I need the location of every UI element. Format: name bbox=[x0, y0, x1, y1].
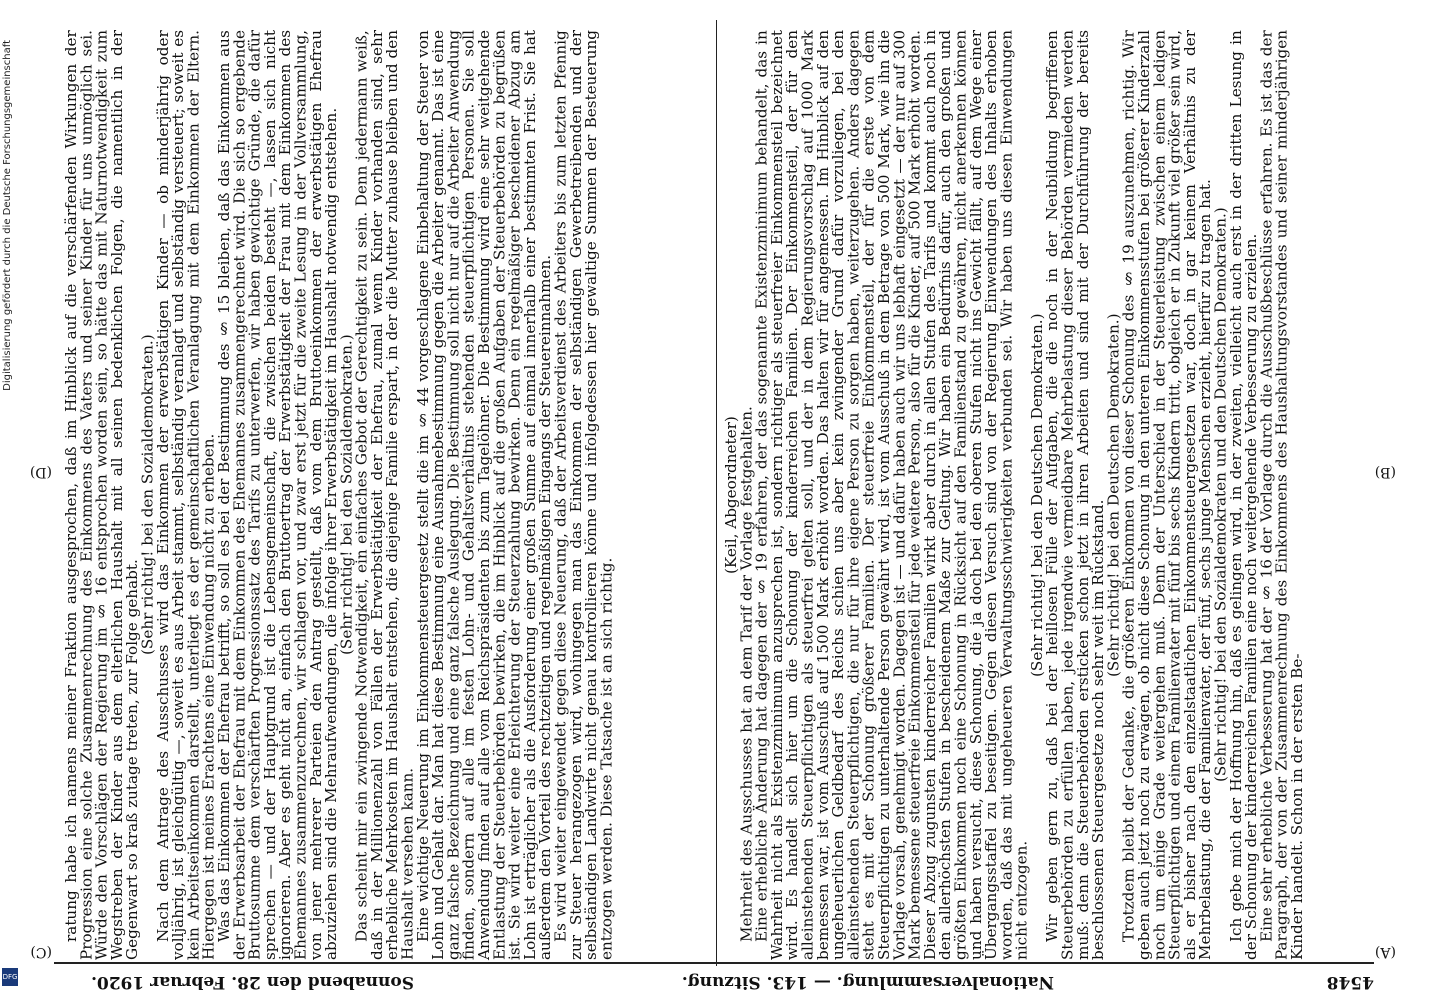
credit-text: Digitalisierung gefördert durch die Deutsche Forschungsgemeinschaft bbox=[2, 40, 13, 391]
paragraph: ratung habe ich namens meiner Fraktion ausgesprochen, daß im Hinblick auf die verschärfenden Wirkungen der Progression eine solche Zusammenrechnung des Einkommens des Vaters und seiner Kinder für uns unmöglich sei. Würde den Vorschlägen der Regierung im § 16 entsprochen worden sein, so hätte das mit Naturnotwendigkeit zum Wegstreben der Kinder aus dem elterlichen Haushalt mit all seinen bedenklichen Folgen, die namentlich in der Gegenwart so kraß zutage treten, zur Folge gehabt. bbox=[62, 30, 142, 960]
paragraph: (Sehr richtig! bei den Sozialdemokraten.) bbox=[138, 334, 157, 656]
right-column-text bbox=[64, 30, 704, 960]
paragraph: (Sehr richtig! bei den Deutschen Demokraten.) bbox=[1027, 313, 1046, 677]
margin-mark-b: (B) bbox=[1374, 464, 1396, 480]
paragraph: Das scheint mir ein zwingende Notwendigkeit, ein einfaches Gebot der Gerechtigkeit zu sein. Denn jedermann weiß, daß in der Millionenzahl von Fällen der Erwerbstätigkeit der Ehefrau, zumal wenn Kinder vorhanden sind, sehr erhebliche Mehrkosten im Haushalt entstehen, die diejenige Familie erspart, in der die Mutter zuhause bleiben und den Haushalt versehen kann. bbox=[352, 30, 417, 960]
paragraph: Es wird weiter eingewendet gegen diese Neuerung, daß der Arbeitsverdienst des Arbeiters bis zum letzten Pfennig zur Steuer herangezogen wird, wohingegen man das Einkommen der selbständigen Gewerbetreibenden und der selbständigen Landwirte nicht genau kontrollieren könne und infolgedessen hier gewaltige Summen der Besteuerung entzogen werden. Diese Tatsache ist an sich richtig. bbox=[551, 30, 616, 960]
left-column-text bbox=[724, 30, 1364, 960]
paragraph: Trotzdem bleibt der Gedanke, die größeren Einkommen von dieser Schonung des § 19 auszunehmen, richtig. Wir geben auch jetzt noch zu erwägen, ob nicht diese Schonung in den unteren Einkommensstufen bei größerer Kinderzahl noch um einige Grade weitergehen muß. Denn der Unterschied in der Steuerleistung zwischen einem ledigen Steuerpflichtigen und einem Familienvater mit fünf bis sechs Kindern tritt, obgleich er in Zukunft viel größer sein wird, als er bisher nach den einzelstaatlichen Einkommensteuergesetzen war, doch in gar keinem Verhältnis zu der Mehrbelastung, die der Familienvater, der fünf, sechs junge Menschen erzieht, hierfür zu tragen hat. bbox=[1119, 30, 1215, 960]
margin-mark-a: (A) bbox=[1374, 944, 1396, 960]
paragraph: Eine sehr erhebliche Verbesserung hat der § 16 der Vorlage durch die Ausschußbeschlüsse erfahren. Es ist das der Paragraph, der von der Zusammenrechnung des Einkommens des Haushaltungsvorstandes und seiner minderjährigen Kinder handelt. Schon in der ersten Be- bbox=[1257, 30, 1306, 960]
paragraph: (Sehr richtig! bei den Sozialdemokraten.) bbox=[337, 334, 356, 656]
paragraph: Nach dem Antrage des Ausschusses wird das Einkommen der erwerbstätigen Kinder — ob minderjährig oder volljährig, ist gleichgültig —, soweit es aus Arbeit stammt, selbständig veranlagt und selbständig versteuert; soweit es kein Arbeitseinkommen darstellt, unterliegt es der gemeinschaftlichen Veranlagung mit dem Einkommen der Eltern. Hiergegen ist meines Erachtens eine Einwendung nicht zu erheben. bbox=[153, 30, 218, 960]
paragraph: Eine erhebliche Änderung hat dagegen der § 19 erfahren, der das sogenannte Existenzminimum behandelt, das in Wahrheit nicht als Existenzminimum anzusprechen ist, sondern richtiger als steuerfreier Einkommensteil bezeichnet wird. Es handelt sich hier um die Schonung der kinderreichen Familien. Der Einkommensteil, der für den alleinstehenden Steuerpflichtigen als steuerfrei gelten soll, und der in dem Regierungsvorschlag auf 1000 Mark bemessen war, ist vom Ausschuß auf 1500 Mark erhöht worden. Das halten wir für angemessen. Im Hinblick auf den ungeheuerlichen Geldbedarf des Reichs schien uns aber kein zwingender Grund dafür vorzuliegen, bei den alleinstehenden Steuerpflichtigen, die nur für ihre eigene Person zu sorgen haben, weiterzugehen. Anders dagegen steht es mit der Schonung größerer Familien. Der steuerfreie Einkommensteil, der für die erste von dem Steuerpflichtigen zu unterhaltende Person gewährt wird, ist vom Ausschuß in dem Betrage von 500 Mark, wie ihn die Vorlage vorsah, genehmigt worden. Dagegen ist — und dafür haben auch wir uns lebhaft eingesetzt — der nur auf 300 Mark bemessene steuerfreie Einkommensteil für jede weitere Person, also für die Kinder, auf 500 Mark erhöht worden. Dieser Abzug zugunsten kinderreicher Familien wirkt aber durch in allen Stufen des Tarifs und kommt auch noch in den allerhöchsten Stufen in bescheidenem Maße zur Geltung. Wir haben ein Bedürfnis dafür, auch den großen und größten Einkommen noch eine Schonung in Rücksicht auf den Familienstand zu gewähren, nicht anerkennen können und haben versucht, diese Schonung, die ja doch bei den oberen Stufen nicht ins Gewicht fällt, auf dem Wege einer Übergangsstaffel zu beseitigen. Gegen diesen Versuch sind von der Regierung Einwendungen des Inhalts erhoben worden, daß das mit ungeheueren Verwaltungsschwierigkeiten verbunden sei. Wir haben uns diesen Einwendungen nicht entzogen. bbox=[752, 30, 1031, 960]
paragraph: (Sehr richtig! bei den Deutschen Demokraten.) bbox=[1104, 313, 1123, 677]
paragraph: Eine wichtige Neuerung im Einkommensteuergesetz stellt die im § 44 vorgeschlagene Einbehaltung der Steuer von Lohn und Gehalt dar. Man hat diese Bestimmung eine Ausnahmebestimmung gegen die Arbeiter genannt. Das ist eine ganz falsche Bezeichnung und eine ganz falsche Auslegung. Die Bestimmung soll nicht nur auf die Arbeiter Anwendung finden, sondern auf alle im festen Lohn- und Gehaltsverhältnis stehenden steuerpflichtigen Personen. Sie soll Anwendung finden auf alle vom Reichspräsidenten bis zum Tagelöhner. Die Bestimmung wird eine sehr weitgehende Entlastung der Steuerbehörden bewirken, die im Hinblick auf die großen Aufgaben der Steuerbehörden zu begrüßen ist. Sie wird weiter eine Erleichterung der Steuerzahlung bewirken. Denn ein regelmäßiger bescheidener Abzug am Lohn ist erträglicher als die Ausforderung einer großen Summe auf einmal innerhalb einer bestimmten Frist. Sie hat außerdem den Vorteil des rechtzeitigen und regelmäßigen Eingangs der Steuereinnahmen. bbox=[413, 30, 555, 960]
digitization-credit bbox=[0, 0, 20, 1000]
paragraph: Mehrheit des Ausschusses hat an dem Tarif der Vorlage festgehalten. bbox=[737, 405, 756, 942]
page-number: 4548 bbox=[1326, 972, 1374, 992]
page-date: Sonnabend den 28. Februar 1920. bbox=[91, 972, 414, 992]
left-column bbox=[724, 30, 1364, 960]
paragraph: (Sehr richtig! bei den Sozialdemokraten und den Deutschen Demokraten.) bbox=[1211, 207, 1230, 783]
header-rule bbox=[54, 962, 1374, 964]
paragraph: Wir geben gern zu, daß bei der heillosen Fülle der Aufgaben, die die noch in der Neubildung begriffenen Steuerbehörden zu erfüllen haben, jede irgendwie vermeidbare Mehrbelastung dieser Behörden vermieden werden muß: denn die Steuerbehörden ersticken schon jetzt in ihren Arbeiten und sind mit der Durchführung der bereits beschlossenen Steuergesetze noch sehr weit im Rückstand. bbox=[1043, 30, 1108, 960]
column-divider bbox=[716, 20, 717, 966]
dfg-logo-icon: DFG bbox=[2, 968, 18, 986]
right-column bbox=[64, 30, 704, 960]
page-header bbox=[54, 966, 1374, 992]
page-title: Nationalversammlung. — 143. Sitzung. bbox=[681, 972, 1054, 992]
margin-mark-c: (C) bbox=[30, 944, 52, 960]
paragraph: Ich gebe mich der Hoffnung hin, daß es gelingen wird, in der zweiten, vielleicht auch erst in der dritten Lesung in der Schonung der kinderreichen Familien eine noch weitergehende Verbesserung zu erzielen. bbox=[1226, 30, 1261, 960]
paragraph: Was das Einkommen der Ehefrau betrifft, so soll es bei der Bestimmung des § 15 bleiben, daß das Einkommen aus der Erwerbsarbeit der Ehefrau mit dem Einkommen des Ehemannes zusammengerechnet wird. Die sich so ergebende Bruttosumme dem verschärften Progressionssatz des Tarifs zu unterwerfen, wir haben gewichtige Gründe, die dafür sprechen — und der Hauptgrund ist die Lebensgemeinschaft, die zwischen beiden besteht —, lassen sich nicht ignorieren. Aber es geht nicht an, einfach den Bruttoertrag der Erwerbstätigkeit der Frau mit dem Einkommen des Ehemannes zusammenzurechnen, wir schlagen vor, und zwar erst jetzt für die zweite Lesung in der Vollversammlung, von jener mehrerer Parteien den Antrag gestellt, daß vom dem Bruttoeinkommen der erwerbstätigen Ehefrau abzuziehen sind die Mehraufwendungen, die infolge ihrer Erwerbstätigkeit im Haushalt notwendig entstehen. bbox=[214, 30, 341, 960]
margin-mark-d: (D) bbox=[29, 464, 52, 480]
paragraph: (Keil, Abgeordneter) bbox=[722, 416, 740, 574]
